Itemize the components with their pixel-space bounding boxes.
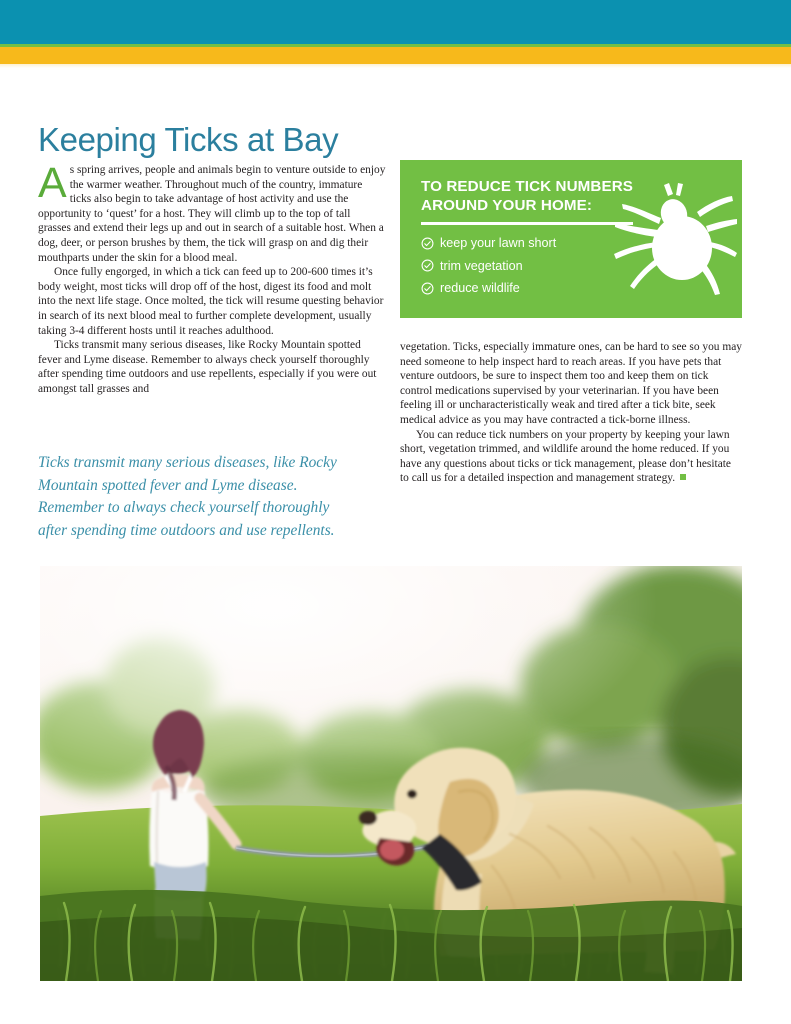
paragraph-2: Once fully engorged, in which a tick can feed up to 200-600 times it’s body weight, most ticks will drop off of the host, digest its food and molt into the next life stage. Once molted, the tick will resume questing behavior in search of its next blood meal to further complete development, usually taking 3-4 different hosts until it reaches adulthood. bbox=[38, 266, 384, 337]
header-band-shadow bbox=[0, 64, 791, 68]
check-circle-icon bbox=[421, 282, 434, 295]
check-circle-icon bbox=[421, 237, 434, 250]
header-band-gold bbox=[0, 47, 791, 64]
tick-reduction-callout bbox=[400, 160, 742, 318]
paragraph-4: vegetation. Ticks, especially immature ones, can be hard to see so you may need someone to help inspect hard to reach areas. If you have pets that venture outdoors, be sure to inspect them too and keep them on tick control medications supervised by your veterinarian. If you have been feeling ill or uncharacteristically weak and tired after a tick bite, seek medical advice as you may have contracted a tick-borne illness. bbox=[400, 341, 742, 426]
drop-cap: A bbox=[38, 159, 67, 207]
article-left-column bbox=[38, 159, 386, 397]
paragraph-3: Ticks transmit many serious diseases, like Rocky Mountain spotted fever and Lyme disease. Remember to always check yourself thoroughly after spending time outdoors and use repellents, especially if you were out amongst tall grasses and bbox=[38, 339, 377, 395]
check-circle-icon bbox=[421, 259, 434, 272]
photo-illustration bbox=[40, 566, 742, 981]
paragraph-1 bbox=[38, 159, 386, 265]
pull-quote: Ticks transmit many serious diseases, like Rocky Mountain spotted fever and Lyme disease. Remember to always check yourself thoroughly after spending time outdoors and use repellents. bbox=[38, 454, 337, 539]
list-item-label: reduce wildlife bbox=[440, 281, 520, 295]
tick-silhouette-icon bbox=[598, 170, 738, 310]
list-item-label: keep your lawn short bbox=[440, 236, 557, 250]
list-item-label: trim vegetation bbox=[440, 258, 523, 273]
article-photo bbox=[40, 566, 742, 981]
paragraph-5-text: You can reduce tick numbers on your property by keeping your lawn short, vegetation trimmed, and wildlife around the home reduced. If you have any questions about ticks or tick management, please don’t hesitate to call us for a detailed inspection and management strategy. bbox=[400, 428, 731, 485]
article-right-column bbox=[400, 340, 742, 486]
callout-heading: TO REDUCE TICK NUMBERS AROUND YOUR HOME: bbox=[421, 178, 634, 214]
header-band-teal bbox=[0, 0, 791, 44]
end-of-article-marker bbox=[680, 474, 686, 480]
page-title: Keeping Ticks at Bay bbox=[38, 121, 339, 159]
paragraph-5 bbox=[400, 428, 742, 486]
paragraph-1-text: s spring arrives, people and animals begin to venture outside to enjoy the warmer weather. Throughout much of the country, immature ticks also begin to take advantage of host activity and use the opportunity to ‘quest’ for a host. They will climb up to the top of tall grasses and extend their legs up and out in search of a suitable host. When a dog, deer, or person brushes by them, the tick will grasp on and dig their mouthparts under the skin for a blood meal. bbox=[38, 164, 386, 264]
